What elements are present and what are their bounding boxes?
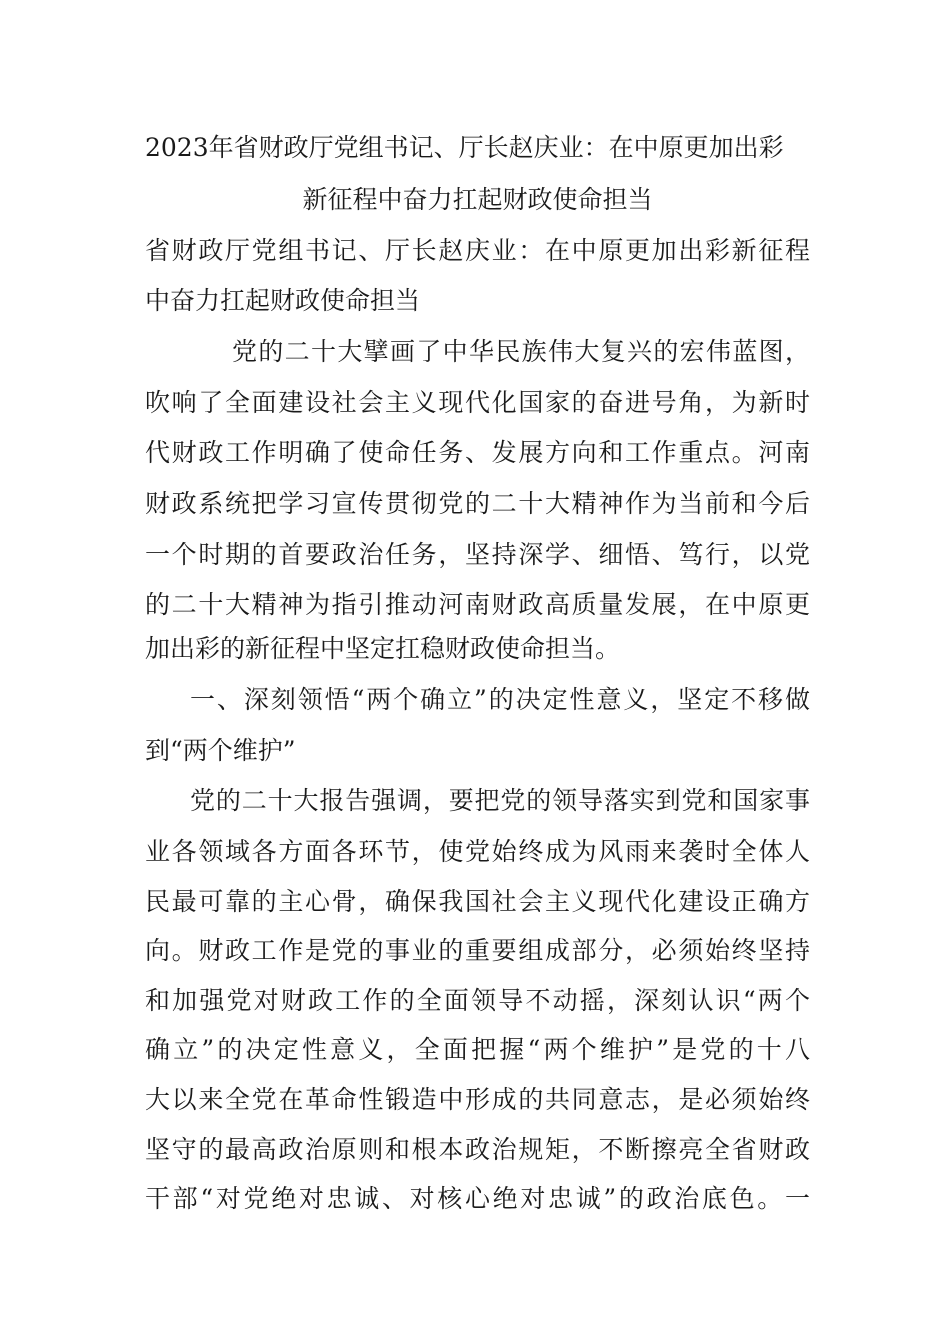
paragraph-2-line-5: 和加强党对财政工作的全面领导不动摇，深刻认识“两个: [145, 986, 810, 1015]
paragraph-2-line-2: 业各领域各方面各环节，使党始终成为风雨来袭时全体人: [145, 837, 810, 866]
paragraph-2-line-8: 坚守的最高政治原则和根本政治规矩，不断擦亮全省财政: [145, 1135, 810, 1164]
paragraph-2-line-6: 确立”的决定性意义，全面把握“两个维护”是党的十八: [145, 1035, 810, 1064]
document-title-line-1: 2023年省财政厅党组书记、厅长赵庆业：在中原更加出彩: [145, 133, 784, 162]
paragraph-2-line-4: 向。财政工作是党的事业的重要组成部分，必须始终坚持: [145, 936, 810, 965]
paragraph-1-line-7: 加出彩的新征程中坚定扛稳财政使命担当。: [145, 634, 621, 663]
section-heading-1-line-1: 一、深刻领悟“两个确立”的决定性意义，坚定不移做: [190, 685, 810, 714]
section-heading-1-line-2: 到“两个维护”: [145, 736, 296, 765]
paragraph-1-line-5: 一个时期的首要政治任务，坚持深学、细悟、笃行，以党: [145, 540, 810, 569]
paragraph-1-line-2: 吹响了全面建设社会主义现代化国家的奋进号角，为新时: [145, 388, 810, 417]
paragraph-2-line-7: 大以来全党在革命性锻造中形成的共同意志，是必须始终: [145, 1085, 810, 1114]
subtitle-line-1: 省财政厅党组书记、厅长赵庆业：在中原更加出彩新征程: [145, 236, 810, 265]
paragraph-2-line-3: 民最可靠的主心骨，确保我国社会主义现代化建设正确方: [145, 887, 810, 916]
subtitle-line-2: 中奋力扛起财政使命担当: [145, 286, 421, 315]
paragraph-2-line-9: 干部“对党绝对忠诚、对核心绝对忠诚”的政治底色。一: [145, 1184, 810, 1213]
paragraph-1-line-4: 财政系统把学习宣传贯彻党的二十大精神作为当前和今后: [145, 489, 810, 518]
paragraph-1-line-6: 的二十大精神为指引推动河南财政高质量发展，在中原更: [145, 590, 810, 619]
paragraph-1-line-3: 代财政工作明确了使命任务、发展方向和工作重点。河南: [145, 438, 810, 467]
document-title-line-2: 新征程中奋力扛起财政使命担当: [302, 185, 653, 214]
paragraph-1-line-1: 党的二十大擘画了中华民族伟大复兴的宏伟蓝图，: [232, 337, 810, 366]
paragraph-2-line-1: 党的二十大报告强调，要把党的领导落实到党和国家事: [190, 786, 810, 815]
